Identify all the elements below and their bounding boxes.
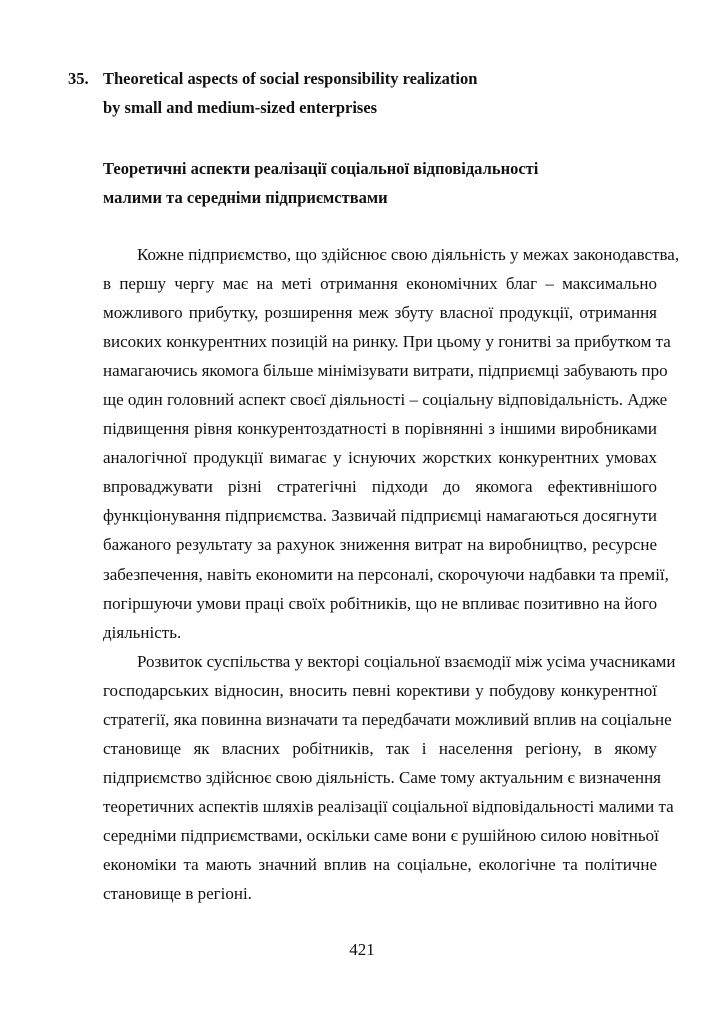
text-line: ще один головний аспект своєї діяльності – соціальну відповідальність. Адже (103, 390, 668, 410)
text-line: економіки та мають значний вплив на соціальне, екологічне та політичне (103, 854, 657, 874)
section-title-ukrainian (103, 154, 657, 212)
text-line: підприємство здійснює свою діяльність. Саме тому актуальним є визначення (103, 767, 661, 787)
paragraph (69, 647, 676, 908)
text-line: бажаного результату за рахунок зниження витрат на виробництво, ресурсне (103, 535, 657, 555)
text-line: стратегії, яка повинна визначати та передбачати можливий вплив на соціальне (103, 709, 672, 729)
text-line: функціонування підприємства. Зазвичай підприємці намагаються досягнути (103, 506, 657, 526)
text-line: забезпечення, навіть економити на персоналі, скорочуючи надбавки та премії, (103, 564, 669, 584)
text-line: високих конкурентних позицій на ринку. При цьому у гонитві за прибутком та (103, 332, 671, 352)
text-line: господарських відносин, вносить певні корективи у побудову конкурентної (103, 680, 657, 700)
section-title-line: Theoretical aspects of social responsibility realization (103, 69, 478, 88)
section-title-line: Теоретичні аспекти реалізації соціальної відповідальності (103, 159, 539, 178)
section-title-line: малими та середніми підприємствами (103, 188, 388, 207)
text-line: становище в регіоні. (103, 884, 252, 904)
text-line: намагаючись якомога більше мінімізувати витрати, підприємці забувають про (103, 361, 668, 381)
text-line: погіршуючи умови праці своїх робітників, що не впливає позитивно на його (103, 593, 658, 613)
text-line: аналогічної продукції вимагає у існуючих жорстких конкурентних умовах (103, 448, 657, 468)
text-line: Кожне підприємство, що здійснює свою діяльність у межах законодавства, (137, 245, 680, 264)
section-title-english (69, 64, 657, 122)
text-line: діяльність. (103, 622, 182, 642)
text-line: підвищення рівня конкурентоздатності в порівнянні з іншими виробниками (103, 419, 657, 439)
text-line: Розвиток суспільства у векторі соціальної взаємодії між усіма учасниками (137, 651, 676, 671)
page-number: 421 (349, 940, 375, 959)
text-line: теоретичних аспектів шляхів реалізації соціальної відповідальності малими та (103, 796, 674, 816)
section-number: 35. (68, 69, 89, 88)
text-line: можливого прибутку, розширення меж збуту власної продукції, отримання (103, 303, 657, 323)
paragraph (69, 240, 680, 647)
text-line: становище як власних робітників, так і населення регіону, в якому (103, 738, 657, 758)
text-line: впроваджувати різні стратегічні підходи до якомога ефективнішого (103, 477, 657, 497)
section-title-line: by small and medium-sized enterprises (103, 98, 378, 117)
text-line: в першу чергу має на меті отримання економічних благ – максимально (103, 274, 657, 294)
body-text (69, 240, 680, 908)
text-line: середніми підприємствами, оскільки саме вони є рушійною силою новітньої (103, 825, 659, 845)
